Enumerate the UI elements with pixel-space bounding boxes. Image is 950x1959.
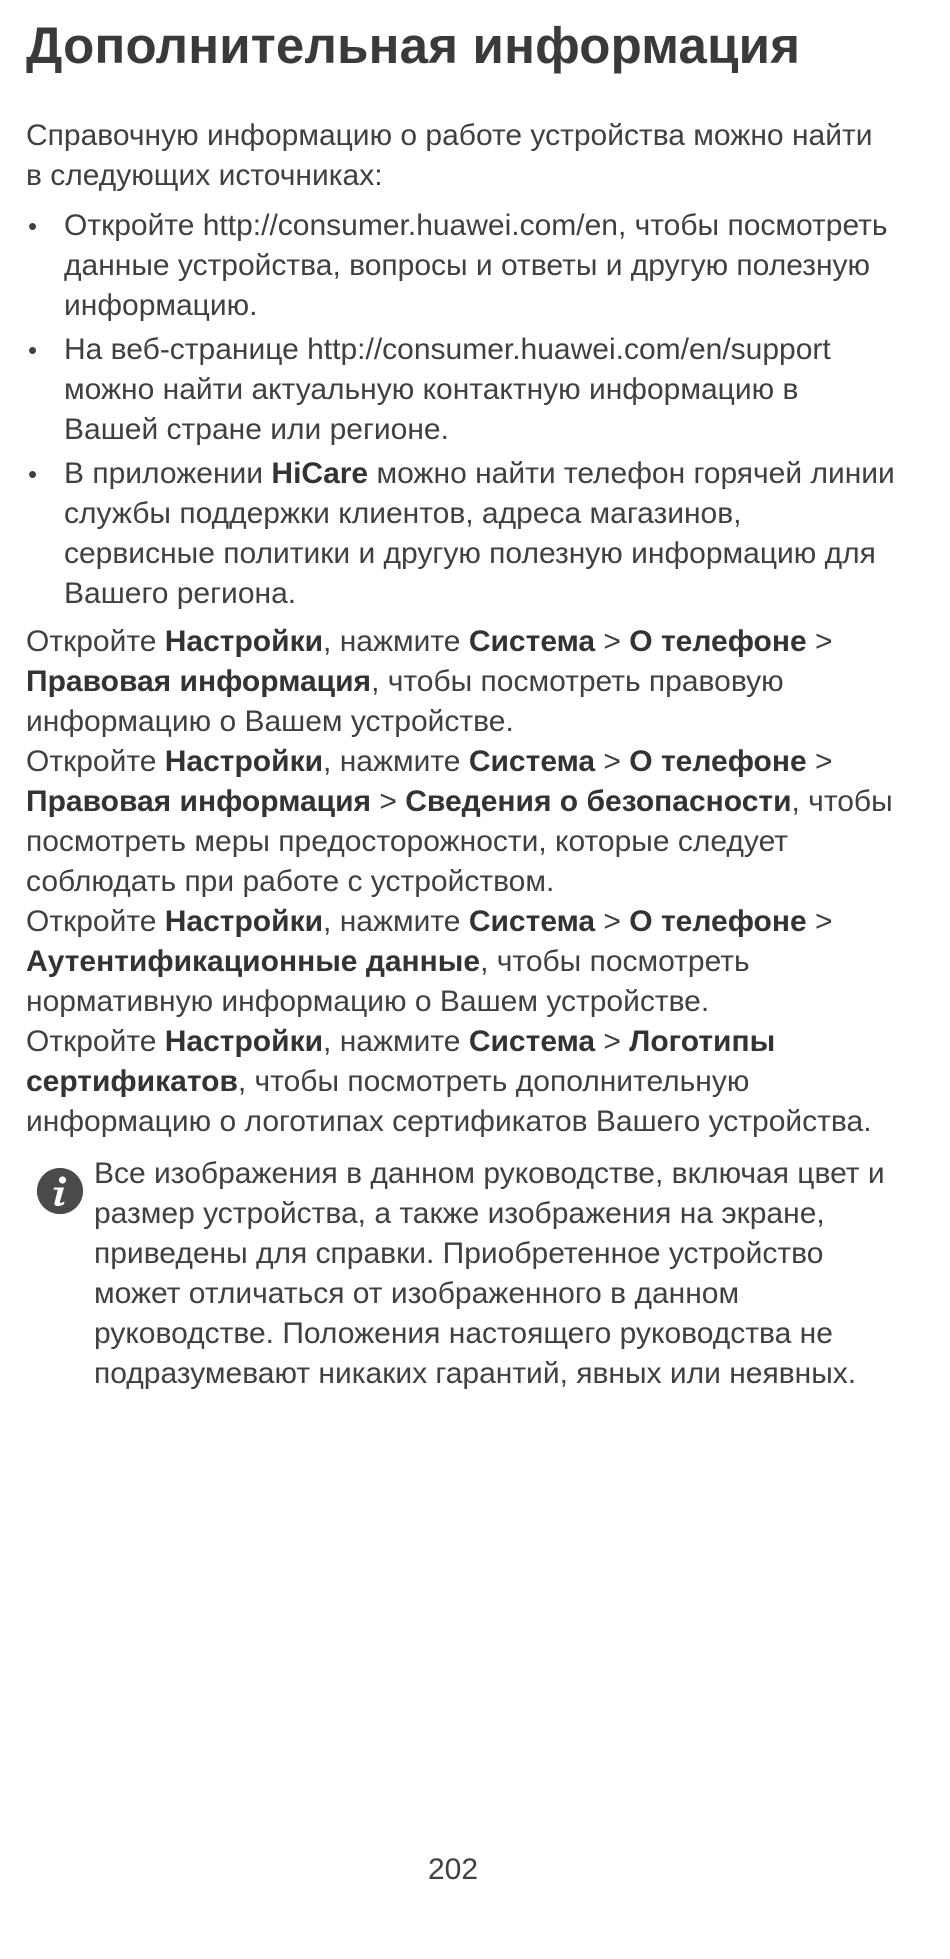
paragraph-safety-info: Откройте Настройки, нажмите Система > О телефоне > Правовая информация > Сведения о безопасности, чтобы посмотреть меры предосторожности, которые следует соблюдать при работе с устройством. <box>26 745 893 898</box>
paragraph-certification-logos: Откройте Настройки, нажмите Система > Логотипы сертификатов, чтобы посмотреть дополнительную информацию о логотипах сертификатов Вашего устройства. <box>26 1025 872 1138</box>
paragraph-authentication: Откройте Настройки, нажмите Система > О телефоне > Аутентификационные данные, чтобы посмотреть нормативную информацию о Вашем устройстве. <box>26 905 833 1018</box>
menu-about-phone: О телефоне <box>629 745 807 778</box>
menu-legal-info: Правовая информация <box>26 665 372 698</box>
menu-system: Система <box>468 1025 596 1058</box>
info-icon <box>37 1168 83 1214</box>
sources-list <box>26 206 896 614</box>
menu-about-phone: О телефоне <box>629 905 807 938</box>
menu-system: Система <box>468 905 596 938</box>
menu-certification-logos: Логотипы сертификатов <box>26 1025 776 1098</box>
list-item <box>26 330 896 450</box>
menu-settings: Настройки <box>164 1025 324 1058</box>
list-item-text: На веб-странице http://consumer.huawei.com/en/support можно найти актуальную контактную информацию в Вашей стране или регионе. <box>64 333 831 446</box>
disclaimer-note <box>26 1154 896 1394</box>
paragraph-legal-info: Откройте Настройки, нажмите Система > О телефоне > Правовая информация, чтобы посмотреть правовую информацию о Вашем устройстве. <box>26 625 833 738</box>
menu-safety-info: Сведения о безопасности <box>405 785 792 818</box>
app-name: HiCare <box>271 457 369 490</box>
document-page <box>26 0 896 1394</box>
list-item-text: Откройте http://consumer.huawei.com/en, чтобы посмотреть данные устройства, вопросы и ответы и другую полезную информацию. <box>64 209 888 322</box>
menu-settings: Настройки <box>164 745 324 778</box>
menu-system: Система <box>468 745 596 778</box>
list-item <box>26 206 896 326</box>
list-item <box>26 454 896 614</box>
menu-authentication-info: Аутентификационные данные <box>26 945 481 978</box>
bullet-icon: • <box>28 335 38 365</box>
menu-legal-info: Правовая информация <box>26 785 372 818</box>
menu-settings: Настройки <box>164 905 324 938</box>
list-item-text: В приложении HiCare можно найти телефон горячей линии службы поддержки клиентов, адреса магазинов, сервисные политики и другую полезную информацию для Вашего региона. <box>64 457 895 610</box>
note-text: Все изображения в данном руководстве, включая цвет и размер устройства, а также изображения на экране, приведены для справки. Приобретенное устройство может отличаться от изображенного в данном руководстве. Положения настоящего руководства не подразумевают никаких гарантий, явных или неявных. <box>94 1157 885 1390</box>
page-title: Дополнительная информация <box>26 17 801 74</box>
bullet-icon: • <box>28 211 38 241</box>
intro-paragraph: Справочную информацию о работе устройства можно найти в следующих источниках: <box>26 119 873 192</box>
menu-about-phone: О телефоне <box>629 625 807 658</box>
menu-system: Система <box>468 625 596 658</box>
page-number: 202 <box>427 1853 479 1886</box>
bullet-icon: • <box>28 459 38 489</box>
menu-settings: Настройки <box>164 625 324 658</box>
